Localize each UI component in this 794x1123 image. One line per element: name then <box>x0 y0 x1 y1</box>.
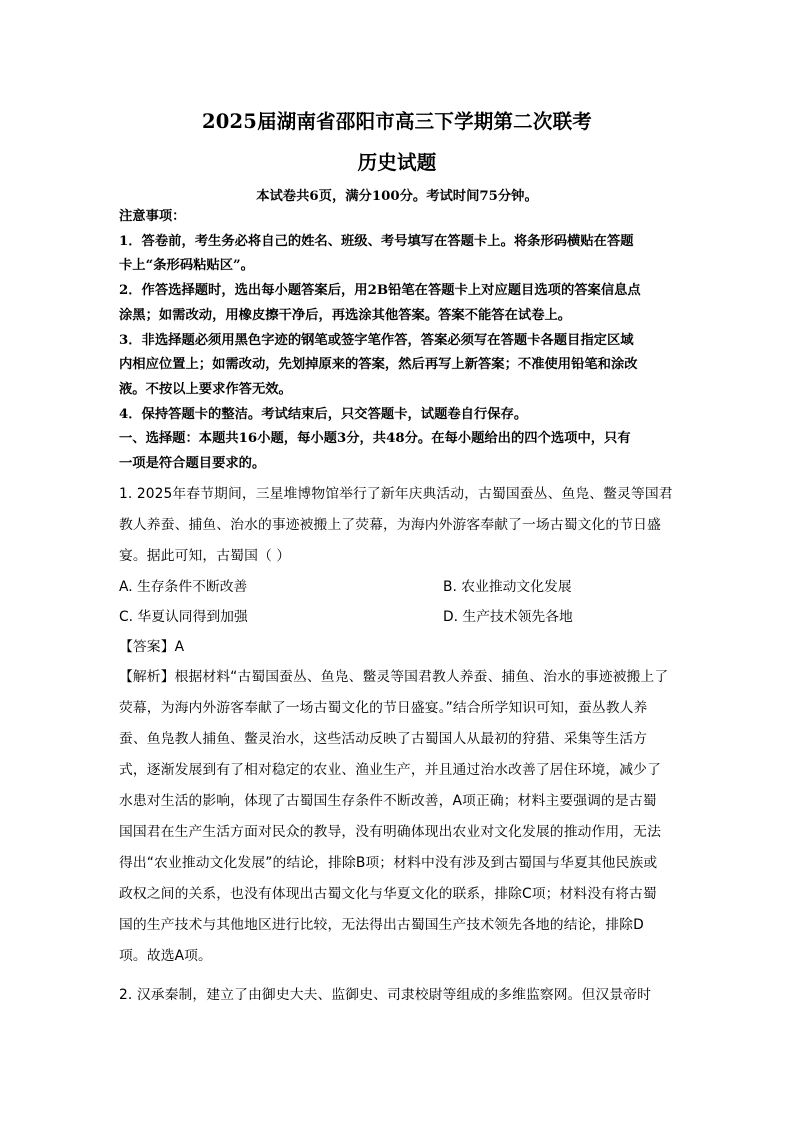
notes-line: 内相应位置上；如需改动，先划掉原来的答案，然后再写上新答案；不准使用铅笔和涂改 <box>119 357 638 372</box>
question-1-stem: 教人养蚕、捕鱼、治水的事迹被搬上了荧幕，为海内外游客奉献了一场古蜀文化的节日盛 <box>119 517 661 533</box>
notes-line: 3．非选择题必须用黑色字迹的钢笔或签字笔作答，答案必须写在答题卡各题目指定区域 <box>119 333 634 348</box>
answer: 【答案】A <box>119 639 185 655</box>
analysis-line: 【解析】根据材料“古蜀国蚕丛、鱼凫、鳖灵等国君教人养蚕、捕鱼、治水的事迹被搬上了 <box>119 669 669 685</box>
analysis-line: 荧幕，为海内外游客奉献了一场古蜀文化的节日盛宴。”结合所学知识可知，蚕丛教人养 <box>119 700 648 716</box>
notes-heading: 注意事项： <box>119 209 186 224</box>
subject-title: 历史试题 <box>357 151 437 174</box>
analysis-line: 水患对生活的影响，体现了古蜀国生存条件不断改善，A项正确；材料主要强调的是古蜀 <box>119 793 657 809</box>
option-a: A. 生存条件不断改善 <box>119 579 248 595</box>
notes-line: 4．保持答题卡的整洁。考试结束后，只交答题卡，试题卷自行保存。 <box>119 407 528 422</box>
question-1-stem: 1. 2025年春节期间，三星堆博物馆举行了新年庆典活动，古蜀国蚕丛、鱼凫、鳖灵等国君 <box>119 486 673 502</box>
option-c: C. 华夏认同得到加强 <box>119 609 248 625</box>
analysis-line: 蚕、鱼凫教人捕鱼、鳖灵治水，这些活动反映了古蜀国人从最初的狩猎、采集等生活方 <box>119 731 648 747</box>
notes-line: 1．答卷前，考生务必将自己的姓名、班级、考号填写在答题卡上。将条形码横贴在答题 <box>119 234 634 249</box>
analysis-line: 得出“农业推动文化发展”的结论，排除B项；材料中没有涉及到古蜀国与华夏其他民族或 <box>119 855 658 871</box>
notes-line: 涂黑；如需改动，用橡皮擦干净后，再选涂其他答案。答案不能答在试卷上。 <box>119 308 572 323</box>
notes-line: 2．作答选择题时，选出每小题答案后，用2B铅笔在答题卡上对应题目选项的答案信息点 <box>119 283 641 298</box>
analysis-line: 式，逐渐发展到有了相对稳定的农业、渔业生产，并且通过治水改善了居住环境，减少了 <box>119 762 661 778</box>
analysis-line: 国国君在生产生活方面对民众的教导，没有明确体现出农业对文化发展的推动作用，无法 <box>119 824 661 840</box>
option-b: B. 农业推动文化发展 <box>443 579 572 595</box>
section-heading: 一、选择题：本题共16小题，每小题3分，共48分。在每小题给出的四个选项中，只有 <box>119 431 631 446</box>
analysis-line: 国的生产技术与其他地区进行比较，无法得出古蜀国生产技术领先各地的结论，排除D <box>119 917 644 933</box>
option-d: D. 生产技术领先各地 <box>443 609 573 625</box>
document-title: 2025届湖南省邵阳市高三下学期第二次联考 <box>202 110 592 133</box>
section-heading: 一项是符合题目要求的。 <box>119 456 266 471</box>
analysis-line: 项。故选A项。 <box>119 948 212 964</box>
notes-line: 卡上“条形码粘贴区”。 <box>119 258 254 273</box>
notes-line: 液。不按以上要求作答无效。 <box>119 382 292 397</box>
exam-info: 本试卷共6页，满分100分。考试时间75分钟。 <box>256 189 538 204</box>
question-2-stem: 2. 汉承秦制，建立了由御史大夫、监御史、司隶校尉等组成的多维监察网。但汉景帝时 <box>119 987 652 1003</box>
question-1-stem: 宴。据此可知，古蜀国（ ） <box>119 548 291 564</box>
analysis-line: 政权之间的关系，也没有体现出古蜀文化与华夏文化的联系，排除C项；材料没有将古蜀 <box>119 886 657 902</box>
